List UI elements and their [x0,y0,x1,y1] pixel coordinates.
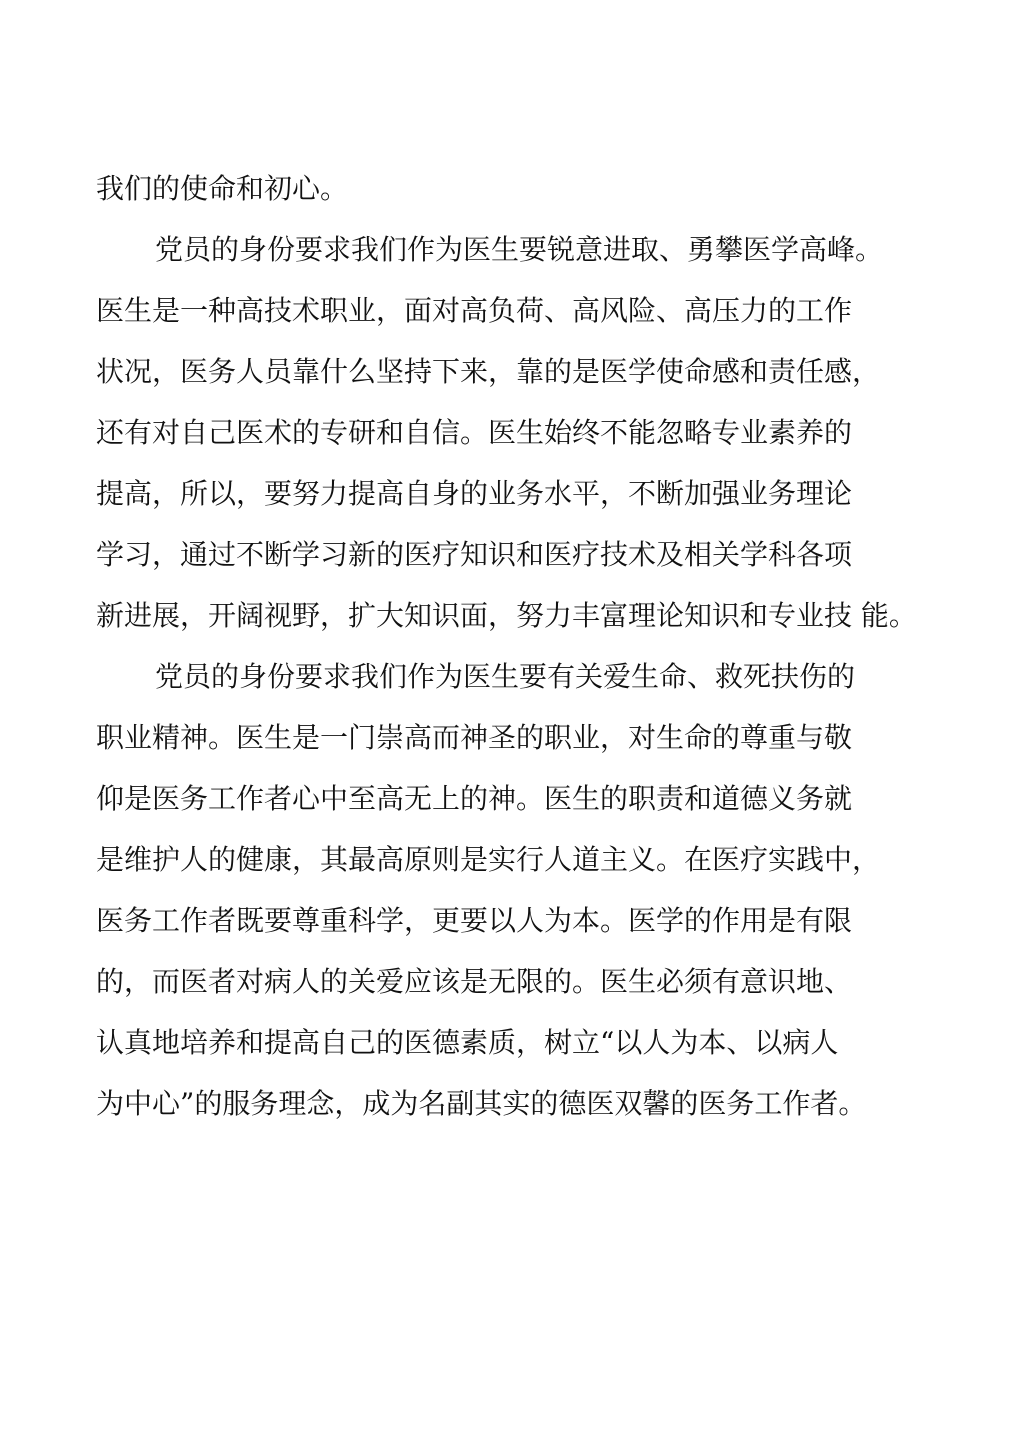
text-line: 是维护人的健康，其最高原则是实行人道主义。在医疗实践中， [96,843,881,876]
text-line: 的，而医者对病人的关爱应该是无限的。医生必须有意识地、 [96,965,853,998]
paragraph-start-line: 党员的身份要求我们作为医生要锐意进取、勇攀医学高峰。 [155,233,884,266]
text-line: 职业精神。医生是一门崇高而神圣的职业，对生命的尊重与敬 [96,721,853,754]
text-line: 新进展，开阔视野，扩大知识面，努力丰富理论知识和专业技 能。 [96,599,917,632]
text-line: 认真地培养和提高自己的医德素质，树立“以人为本、以病人 [96,1026,839,1059]
paragraph-start-line: 党员的身份要求我们作为医生要有关爱生命、救死扶伤的 [155,660,856,693]
text-line: 仰是医务工作者心中至高无上的神。医生的职责和道德义务就 [96,782,853,815]
text-line: 提高，所以，要努力提高自身的业务水平，不断加强业务理论 [96,477,853,510]
text-line: 状况，医务人员靠什么坚持下来，靠的是医学使命感和责任感， [96,355,881,388]
text-line: 还有对自己医术的专研和自信。医生始终不能忽略专业素养的 [96,416,853,449]
text-line: 医生是一种高技术职业，面对高负荷、高风险、高压力的工作 [96,294,853,327]
text-line: 医务工作者既要尊重科学，更要以人为本。医学的作用是有限 [96,904,853,937]
text-line: 我们的使命和初心。 [96,172,349,205]
text-line: 为中心”的服务理念，成为名副其实的德医双馨的医务工作者。 [96,1087,867,1120]
text-line: 学习，通过不断学习新的医疗知识和医疗技术及相关学科各项 [96,538,853,571]
